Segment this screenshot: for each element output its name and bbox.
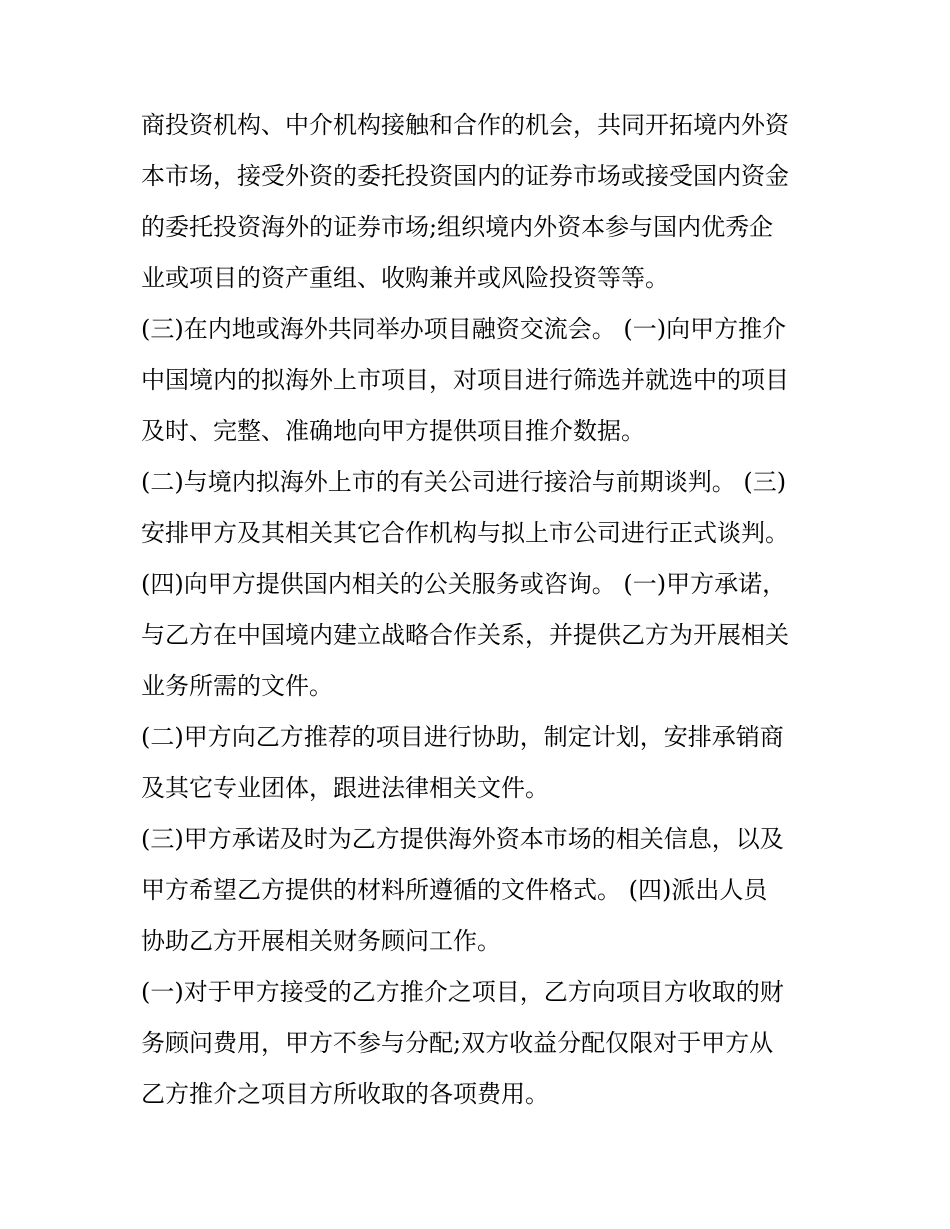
text-line: 协助乙方开展相关财务顾问工作。 [141,927,501,955]
document-page [141,100,821,1120]
text-line: 务顾问费用，甲方不参与分配;双方收益分配仅限对于甲方从 [141,1029,774,1057]
text-line: 安排甲方及其相关其它合作机构与拟上市公司进行正式谈判。 [141,519,789,547]
text-line: 甲方希望乙方提供的材料所遵循的文件格式。 (四)派出人员 [141,876,768,904]
text-line: 本市场，接受外资的委托投资国内的证券市场或接受国内资金 [141,162,789,190]
text-line: 的委托投资海外的证券市场;组织境内外资本参与国内优秀企 [141,213,774,241]
text-line: (三)在内地或海外共同举办项目融资交流会。 (一)向甲方推介 [141,315,787,343]
text-line: 业或项目的资产重组、收购兼并或风险投资等等。 [141,264,669,292]
text-line: 与乙方在中国境内建立战略合作关系，并提供乙方为开展相关 [141,621,789,649]
text-line: 及其它专业团体，跟进法律相关文件。 [141,774,549,802]
text-line: (二)甲方向乙方推荐的项目进行协助，制定计划，安排承销商 [141,723,784,751]
text-line: 商投资机构、中介机构接触和合作的机会，共同开拓境内外资 [141,111,789,139]
text-line: 乙方推介之项目方所收取的各项费用。 [141,1080,549,1108]
text-line: (四)向甲方提供国内相关的公关服务或咨询。 (一)甲方承诺， [141,570,787,598]
text-line: (三)甲方承诺及时为乙方提供海外资本市场的相关信息，以及 [141,825,784,853]
text-line: 及时、完整、准确地向甲方提供项目推介数据。 [141,417,645,445]
text-line: (二)与境内拟海外上市的有关公司进行接洽与前期谈判。 (三) [141,468,787,496]
text-line: (一)对于甲方接受的乙方推介之项目，乙方向项目方收取的财 [141,978,784,1006]
text-line: 中国境内的拟海外上市项目，对项目进行筛选并就选中的项目 [141,366,789,394]
text-line: 业务所需的文件。 [141,672,333,700]
